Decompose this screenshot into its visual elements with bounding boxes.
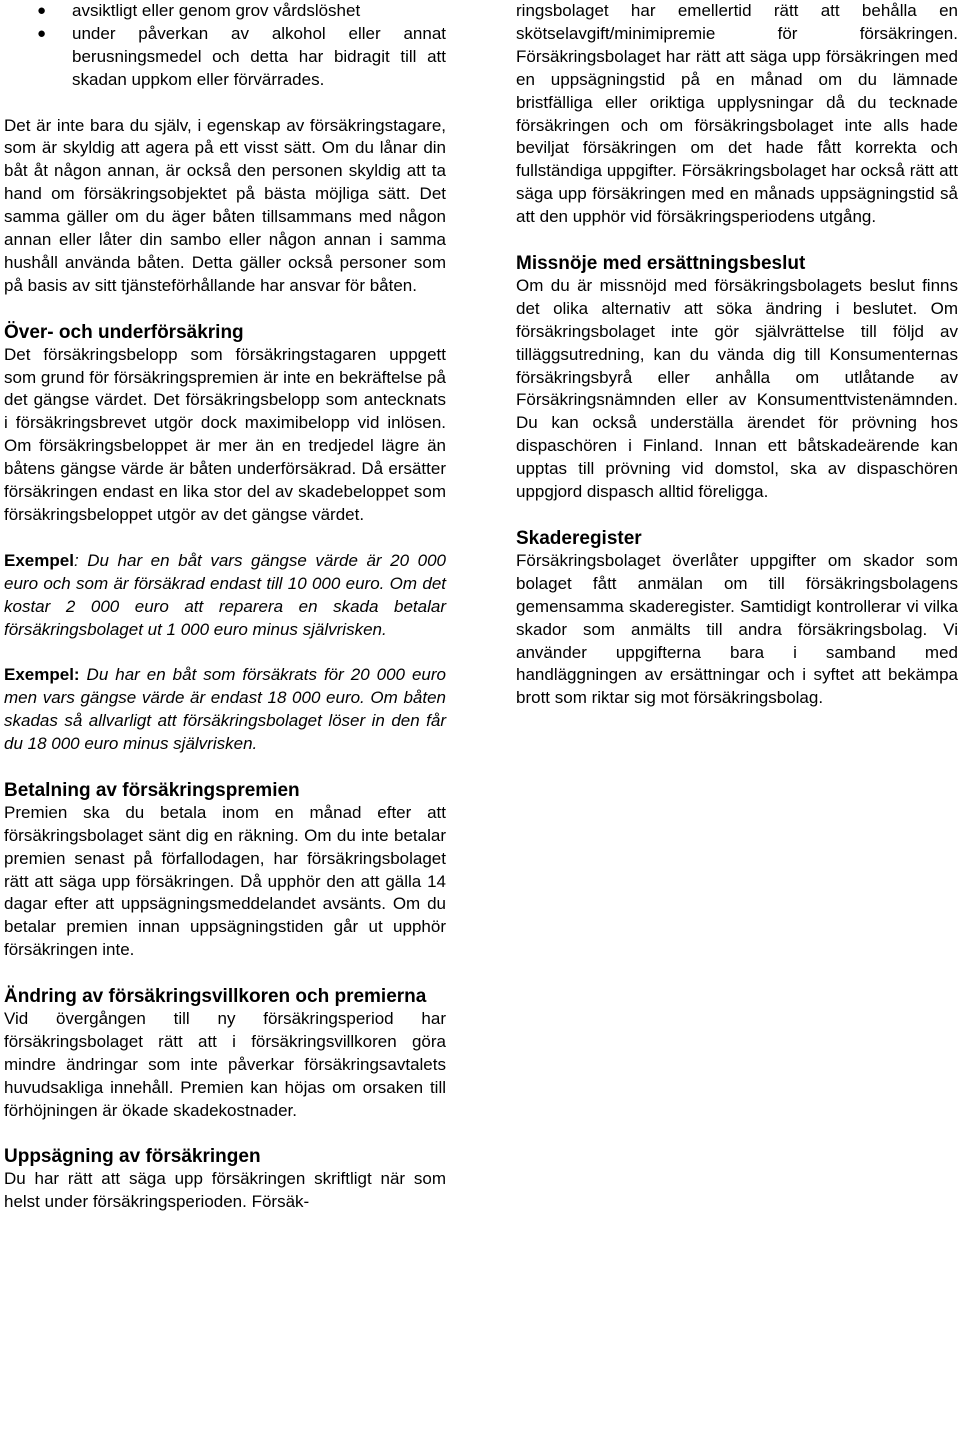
paragraph-premium-payment: Premien ska du betala inom en månad efter att försäkringsbolaget sänt dig en räkning. Om du inte betalar premien senast på förfallodagen, har försäkringsbolaget rätt att säga upp försäkringen. Då upphör den att gälla 14 dagar efter att uppsägningsmeddelandet avsänts. Om du betalar premien innan uppsägningstiden går ut upphör försäkringen inte. bbox=[4, 802, 446, 960]
list-item bbox=[4, 23, 446, 92]
paragraph-claims-register: Försäkringsbolaget överlåter uppgifter om skador som bolaget fått anmälan om till försäkringsbolagens gemensamma skaderegister. Samtidigt kontrollerar vi vilka skador som anmälts till andra försäkringsbolag. Vi använder uppgifterna bara i samband med handläggningen av ersättningar och i syftet att bekämpa brott som riktar sig mot försäkringsbolag. bbox=[516, 550, 958, 708]
heading-claims-register: Skaderegister bbox=[516, 527, 642, 549]
right-column bbox=[516, 0, 958, 710]
bullet-text: under påverkan av alkohol eller annat berusningsmedel och detta har bidragit till att skadan uppkom eller förvärrades. bbox=[72, 23, 446, 89]
left-column bbox=[4, 0, 446, 1214]
paragraph-over-underinsurance: Det försäkringsbelopp som försäkringstagaren uppgett som grund för försäkringspremien är inte en bekräftelse på det gängse värdet. Det försäkringsbelopp som antecknats i försäkringsbrevet utgör dock maximibelopp vid inlösen. Om försäkringsbeloppet är mer än en tredjedel lägre än båtens gängse värde är båten underförsäkrad. Då ersätter försäkringen endast en lika stor del av skadebeloppet som försäkringsbeloppet utgör av det gängse värdet. bbox=[4, 344, 446, 524]
example-1 bbox=[4, 550, 446, 642]
bullet-list bbox=[4, 0, 446, 92]
paragraph-terms-change: Vid övergången till ny försäkringsperiod har försäkringsbolaget rätt att i försäkringsvillkoren göra mindre ändringar som inte påverkar försäkringsavtalets huvudsakliga innehåll. Premien kan höjas om orsaken till förhöjningen är ökade skadekostnader. bbox=[4, 1009, 446, 1120]
example-text: Du har en båt som försäkrats för 20 000 euro men vars gängse värde är endast 18 000 euro. Om båten skadas så allvarligt att försäkringsbolaget löser in den får du 18 000 euro minus självrisken. bbox=[4, 665, 446, 754]
example-label: Exempel bbox=[4, 550, 74, 570]
heading-dissatisfaction: Missnöje med ersättningsbeslut bbox=[516, 252, 806, 274]
heading-over-underinsurance: Över- och underförsäkring bbox=[4, 321, 244, 343]
bullet-text: avsiktligt eller genom grov vårdslöshet bbox=[72, 1, 361, 20]
bullet-icon: ● bbox=[37, 2, 47, 19]
paragraph-dissatisfaction: Om du är missnöjd med försäkringsbolagets beslut finns det olika alternativ att söka ändring i beslutet. Om försäkringsbolaget inte gör självrättelse till följd av tilläggsutredning, kan du vända dig till Konsumenternas försäkringsbyrå eller anhålla om utlåtande av Försäkringsnämnden eller av Konsumenttvistenämnden. Du kan också underställa ärendet för prövning hos dispaschören i Finland. Innan ett båtskadeärende kan upptas till prövning vid domstol, ska av dispaschören uppgjord dispasch alltid föreligga. bbox=[516, 275, 958, 502]
example-text: : Du har en båt vars gängse värde är 20 000 euro och som är försäkrad endast till 10 000 euro. Om det kostar 2 000 euro att reparera en skada betalar försäkringsbolaget ut 1 000 euro minus självrisken. bbox=[4, 550, 446, 639]
paragraph-responsibility: Det är inte bara du själv, i egenskap av försäkringstagare, som är skyldig att agera på ett visst sätt. Om du lånar din båt åt någon annan, är också den personen skyldig att ta hand om försäkringsobjektet på bästa möjliga sätt. Det samma gäller om du äger båten tillsammans med någon annan eller låter din sambo eller någon annan i samma hushåll använda båten. Detta gäller också personer som på basis av sitt tjänsteförhållande har ansvar för båten. bbox=[4, 115, 446, 295]
heading-termination: Uppsägning av försäkringen bbox=[4, 1146, 261, 1168]
list-item bbox=[4, 0, 446, 23]
bullet-icon: ● bbox=[37, 24, 47, 42]
paragraph-termination: Du har rätt att säga upp försäkringen skriftligt när som helst under försäkringsperioden. Försäk- bbox=[4, 1169, 446, 1212]
heading-premium-payment: Betalning av försäkringspremien bbox=[4, 779, 300, 801]
example-label: Exempel: bbox=[4, 665, 80, 685]
paragraph-termination-continued: ringsbolaget har emellertid rätt att behålla en skötselavgift/minimipremie för försäkringen. Försäkringsbolaget har rätt att säga upp försäkringen med en uppsägningstid på en månad om du lämnade bristfälliga eller oriktiga upplysningar då du tecknade försäkringen och om försäkringsbolaget inte alls hade beviljat försäkringen om det hade fått korrekta och fullständiga uppgifter. Försäkringsbolaget har också rätt att säga upp försäkringen med en månads uppsägningstid så att den upphör vid försäkringsperiodens utgång. bbox=[516, 1, 958, 227]
example-2 bbox=[4, 664, 446, 756]
heading-terms-change: Ändring av försäkringsvillkoren och premierna bbox=[4, 986, 427, 1008]
